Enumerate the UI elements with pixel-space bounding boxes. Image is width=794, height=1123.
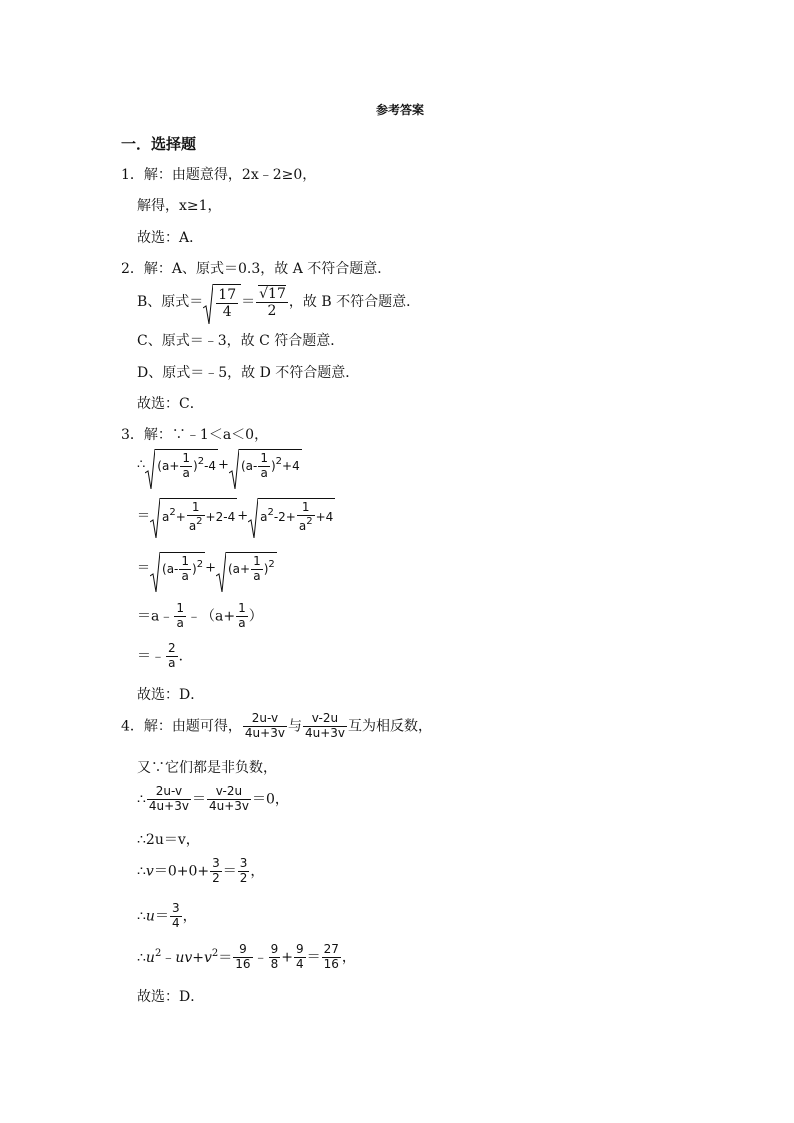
q4-line-1-post: 互为相反数， [347,718,432,735]
q3-line-6: ＝a﹣ $\frac{1}{a}$ ﹣（a+ $\frac{1}{a}$ ） [137,601,263,630]
q3-line-7-pre: ＝﹣ [137,648,165,665]
q4-line-6: ∴u＝ $\frac{3}{4}$ ， [137,901,197,930]
q3-line-7-post: ． [178,648,193,665]
q4-line-8: 故选：D． [137,989,205,1005]
q4-line-7: $\therefore u^2﹣uv+v^2=$ $\frac{9}{16}$ ﹣ $\frac{9}{8}$ + $\frac{9}{4}$ ＝ $\frac{27}{16}$ ， [137,942,356,971]
q4-line-1: 4．解：由题可得， $\frac{2u-v}{4u+3v}$ 与 $\frac{v-2u}{4u+3v}$ 互为相反数， [121,711,432,740]
q3-line-1: 3．解：∵﹣1＜a＜0， [121,427,269,443]
q3-line-4: ＝ (a- $\frac{1}{a}$ )$^2$ + (a+ $\frac{1}{a}$ )$^2$ [137,552,277,584]
q4-line-5: ∴v＝0+0+ $\frac{3}{2}$ ＝ $\frac{3}{2}$ ， [137,856,265,885]
q2-result-fraction: $\frac{√17}{2}$ [256,285,288,319]
q3-line-3: ＝ $a^2+$ $\frac{1}{a^2}$ +2-4 + $a^2-2+$ $\frac{1}{a^2}$ +4 [137,498,335,534]
q2-line-5: 故选：C． [137,396,204,412]
q3-line-6-mid: ﹣（a+ [187,608,236,625]
q4-line-1-mid: 与 [287,718,302,735]
q3-line-2: ∴ (a+ $\frac{1}{a}$ )$^2$-4 + (a- $\frac{1}{a}$ )$^2$+4 [137,449,302,481]
q4-line-3: ∴ $\frac{2u-v}{4u+3v}$ ＝ $\frac{v-2u}{4u+3v}$ ＝0， [137,784,289,813]
q4-line-4: ∴2u＝v， [137,832,200,848]
q1-line-2: 解得，x≥1， [137,198,222,214]
q2-line-2-post: ，故 B 不符合题意． [288,294,421,311]
q2-line-1: 2．解：A、原式＝0.3，故 A 不符合题意． [121,261,392,277]
q3-line-6-post: ） [248,608,263,625]
q2-line-2-pre: B、原式＝ [137,294,204,311]
q3-line-7: ＝﹣ $\frac{2}{a}$ ． [137,641,193,670]
q2-line-3: C、原式＝﹣3，故 C 符合题意． [137,333,345,349]
q2-line-2: B、原式＝ $\frac{17}{4}$ ＝ $\frac{√17}{2}$ ，故 B 不符合题意． [137,284,420,320]
section-heading: 一．选择题 [121,135,197,153]
q4-line-1-pre: 4．解：由题可得， [121,718,242,735]
q4-line-2: 又∵它们都是非负数， [137,760,277,776]
q2-sqrt-fraction: $\frac{17}{4}$ [203,284,241,320]
q1-line-3: 故选：A． [137,230,204,246]
q2-line-4: D、原式＝﹣5，故 D 不符合题意． [137,365,360,381]
page-title: 参考答案 [376,103,425,117]
q3-line-6-pre: ＝a﹣ [137,608,174,625]
q3-line-8: 故选：D． [137,687,205,703]
q1-line-1: 1．解：由题意得，2x﹣2≥0， [121,167,317,183]
